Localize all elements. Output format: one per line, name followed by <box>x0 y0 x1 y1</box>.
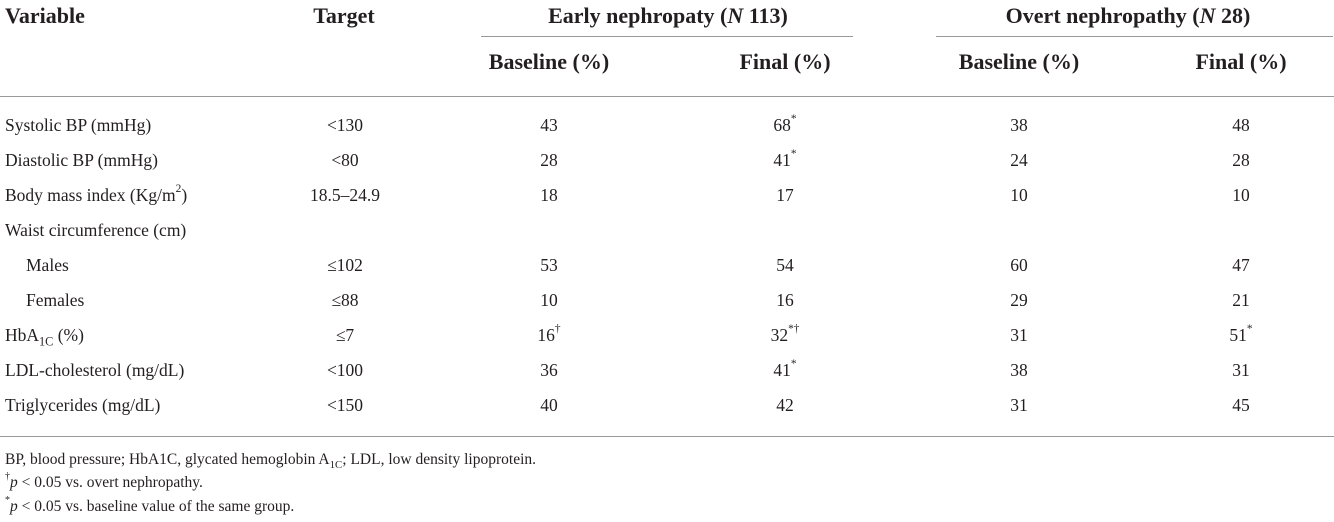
header-overt-nephropathy: Overt nephropathy (N 28) <box>1005 3 1251 28</box>
early-group-rule <box>481 36 853 37</box>
row-target: <80 <box>331 150 359 170</box>
early-final-value: 41* <box>773 148 797 170</box>
header-variable: Variable <box>5 3 85 28</box>
overt-final-value: 47 <box>1232 255 1250 275</box>
header-overt-final: Final (%) <box>1195 49 1287 74</box>
row-label: Waist circumference (cm) <box>5 220 187 240</box>
overt-baseline-value: 29 <box>1010 290 1028 310</box>
header-early-final: Final (%) <box>739 49 831 74</box>
early-baseline-value: 16† <box>537 323 561 345</box>
header-overt-baseline: Baseline (%) <box>958 49 1080 74</box>
overt-baseline-value: 10 <box>1010 185 1028 205</box>
overt-final-value: 45 <box>1232 395 1250 415</box>
header-target: Target <box>313 3 375 28</box>
row-target: ≤7 <box>335 325 355 345</box>
row-label: Body mass index $(Kg/m^2)$ <box>5 183 188 205</box>
row-label: Triglycerides (mg/dL) <box>5 395 161 415</box>
early-final-value: 17 <box>776 185 794 205</box>
footnote-dagger: †p < 0.05 vs. overt nephropathy. <box>5 471 203 491</box>
row-target: <100 <box>326 360 364 380</box>
overt-final-value: 48 <box>1232 115 1250 135</box>
overt-baseline-value: 38 <box>1010 115 1028 135</box>
row-target: <130 <box>326 115 364 135</box>
overt-final-value: 10 <box>1232 185 1250 205</box>
table-bottom-rule <box>0 436 1334 437</box>
early-final-value: 68* <box>773 113 797 135</box>
early-baseline-value: 53 <box>540 255 558 275</box>
overt-baseline-value: 31 <box>1010 325 1028 345</box>
early-baseline-value: 43 <box>540 115 558 135</box>
overt-baseline-value: 24 <box>1010 150 1028 170</box>
early-baseline-value: 18 <box>540 185 558 205</box>
row-label: HbA$_{1C}$ (%) <box>5 325 84 349</box>
overt-final-value: 21 <box>1232 290 1250 310</box>
row-label: Systolic BP (mmHg) <box>5 115 152 135</box>
early-baseline-value: 28 <box>540 150 558 170</box>
row-label: Males <box>26 255 69 275</box>
overt-final-value: 31 <box>1232 360 1250 380</box>
row-target: <150 <box>326 395 364 415</box>
header-early-baseline: Baseline (%) <box>488 49 610 74</box>
row-label: LDL-cholesterol (mg/dL) <box>5 360 185 380</box>
early-final-value: 16 <box>776 290 794 310</box>
footnote-asterisk: *p < 0.05 vs. baseline value of the same group. <box>5 495 295 515</box>
early-final-value: 41* <box>773 358 797 380</box>
overt-baseline-value: 31 <box>1010 395 1028 415</box>
overt-final-value: 28 <box>1232 150 1250 170</box>
row-label: Diastolic BP (mmHg) <box>5 150 158 170</box>
overt-group-rule <box>936 36 1333 37</box>
row-target: ≤102 <box>327 255 363 275</box>
overt-baseline-value: 38 <box>1010 360 1028 380</box>
early-final-value: 32*† <box>770 323 800 345</box>
early-baseline-value: 10 <box>540 290 558 310</box>
row-target: ≤88 <box>331 290 359 310</box>
early-final-value: 42 <box>776 395 794 415</box>
overt-final-value: 51* <box>1229 323 1253 345</box>
early-final-value: 54 <box>776 255 794 275</box>
early-baseline-value: 40 <box>540 395 558 415</box>
header-rule <box>0 96 1334 97</box>
footnote-abbreviations: BP, blood pressure; HbA1C, glycated hemoglobin $A_{1C}$; LDL, low density lipoprotein. <box>5 451 537 472</box>
row-target: 18.5–24.9 <box>310 185 380 205</box>
early-baseline-value: 36 <box>540 360 558 380</box>
header-early-nephropathy: Early nephropaty (N 113) <box>548 3 788 28</box>
row-label: Females <box>26 290 85 310</box>
overt-baseline-value: 60 <box>1010 255 1028 275</box>
